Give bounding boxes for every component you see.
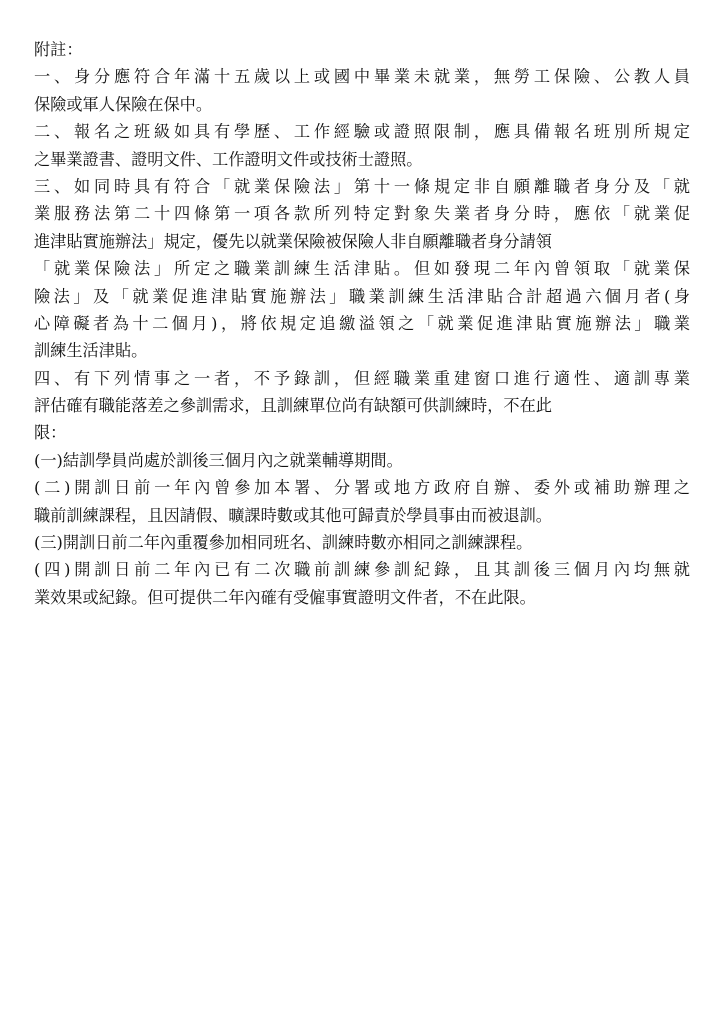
note-line: (四)開訓日前二年內已有二次職前訓練參訓紀錄，且其訓後三個月內均無就	[34, 560, 690, 580]
note-line: 評估確有職能落差之參訓需求，且訓練單位尚有缺額可供訓練時，不在此	[34, 396, 552, 416]
note-line: 保險或軍人保險在保中。	[34, 94, 213, 114]
note-item-3	[34, 173, 690, 365]
note-item-4	[34, 365, 690, 447]
note-line: 一、身分應符合年滿十五歲以上或國中畢業未就業，無勞工保險、公教人員	[34, 67, 690, 87]
sub-item-3	[34, 529, 690, 556]
note-line: 三、如同時具有符合「就業保險法」第十一條規定非自願離職者身分及「就	[34, 176, 690, 196]
note-line: 「就業保險法」所定之職業訓練生活津貼。但如發現二年內曾領取「就業保	[34, 259, 690, 279]
note-line: 業服務法第二十四條第一項各款所列特定對象失業者身分時，應依「就業促	[34, 204, 690, 224]
sub-item-2	[34, 474, 690, 529]
note-line: 進津貼實施辦法」規定，優先以就業保險被保險人非自願離職者身分請領	[34, 231, 552, 251]
note-line: 業效果或紀錄。但可提供二年內確有受僱事實證明文件者，不在此限。	[34, 587, 536, 607]
note-line: (三)開訓日前二年內重覆參加相同班名、訓練時數亦相同之訓練課程。	[34, 533, 533, 553]
sub-item-4	[34, 556, 690, 611]
note-line: 限：	[34, 423, 67, 443]
note-line: 四、有下列情事之一者，不予錄訓，但經職業重建窗口進行適性、適訓專業	[34, 368, 690, 388]
notes-heading: 附註：	[34, 40, 83, 59]
note-line: 二、報名之班級如具有學歷、工作經驗或證照限制，應具備報名班別所規定	[34, 122, 690, 142]
note-line: 險法」及「就業促進津貼實施辦法」職業訓練生活津貼合計超過六個月者(身	[34, 286, 690, 306]
note-line: 職前訓練課程，且因請假、曠課時數或其他可歸責於學員事由而被退訓。	[34, 505, 552, 525]
note-item-2	[34, 118, 690, 173]
note-line: 訓練生活津貼。	[34, 341, 148, 361]
notes-body	[34, 36, 690, 611]
note-line: 心障礙者為十二個月)，將依規定追繳溢領之「就業促進津貼實施辦法」職業	[34, 313, 690, 333]
note-line: 之畢業證書、證明文件、工作證明文件或技術士證照。	[34, 149, 423, 169]
note-line: (二)開訓日前一年內曾參加本署、分署或地方政府自辦、委外或補助辦理之	[34, 478, 690, 498]
sub-item-1	[34, 447, 690, 474]
note-item-1	[34, 63, 690, 118]
note-line: (一)結訓學員尚處於訓後三個月內之就業輔導期間。	[34, 450, 403, 470]
